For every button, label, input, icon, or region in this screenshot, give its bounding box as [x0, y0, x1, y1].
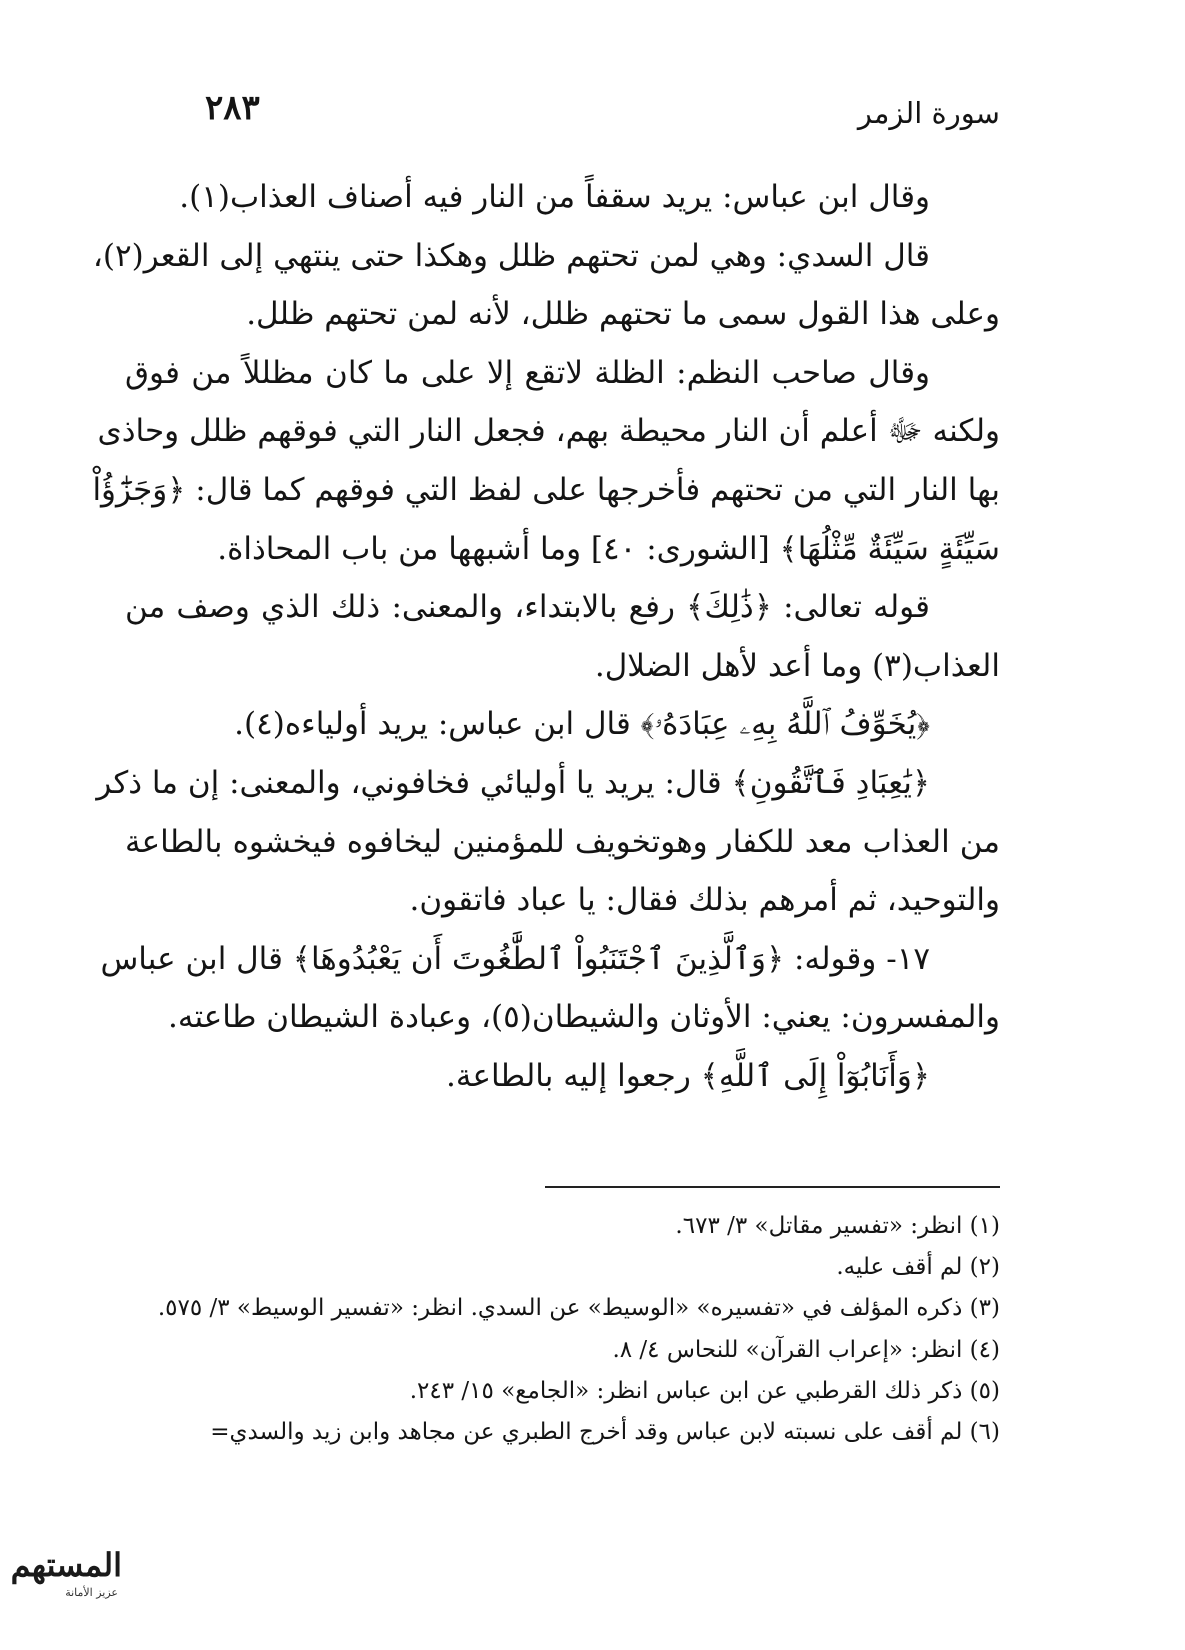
page-header: [205, 88, 1000, 138]
text-line: والتوحيد، ثم أمرهم بذلك فقال: يا عباد فاتقون.: [409, 882, 1000, 919]
text-line: ﴿يَٰعِبَادِ فَٱتَّقُونِ﴾ قال: يريد يا أوليائي فخافوني، والمعنى: إن ما ذكر: [96, 764, 930, 801]
text-line: قوله تعالى: ﴿ذَٰلِكَ﴾ رفع بالابتداء، والمعنى: ذلك الذي وصف من: [125, 589, 930, 626]
footnote: (٤) انظر: «إعراب القرآن» للنحاس ٤/ ٨.: [612, 1336, 1000, 1363]
surah-title: سورة الزمر: [857, 96, 1000, 130]
text-line: وقال صاحب النظم: الظلة لاتقع إلا على ما كان مظللاً من فوق: [125, 354, 930, 391]
library-stamp-logo: [8, 1542, 128, 1608]
footnote-separator: [545, 1186, 1000, 1188]
footnote: (١) انظر: «تفسير مقاتل» ٣/ ٦٧٣.: [675, 1213, 1000, 1239]
text-line: وقال ابن عباس: يريد سقفاً من النار فيه أصناف العذاب(١).: [179, 179, 930, 215]
footnote: (٣) ذكره المؤلف في «تفسيره» «الوسيط» عن السدي. انظر: «تفسير الوسيط» ٣/ ٥٧٥.: [157, 1295, 1000, 1322]
text-line: والمفسرون: يعني: الأوثان والشيطان(٥)، وعبادة الشيطان طاعته.: [167, 999, 1000, 1036]
text-line: ﴿وَأَنَابُوٓاْ إِلَى ٱللَّهِ﴾ رجعوا إليه بالطاعة.: [445, 1057, 930, 1094]
footnote: (٢) لم أقف عليه.: [836, 1254, 1000, 1281]
page-number: ٢٨٣: [205, 88, 260, 128]
text-line: بها النار التي من تحتهم فأخرجها على لفظ التي فوقهم كما قال: ﴿وَجَزَٰٓؤُاْ: [92, 471, 1000, 508]
text-line: سَيِّئَةٍ سَيِّئَةٌ مِّثْلُهَا﴾ [الشورى: ٤٠] وما أشبهها من باب المحاذاة.: [217, 530, 1000, 567]
stamp-sub-text: عزيز الأمانة: [65, 1586, 118, 1599]
text-line: وعلى هذا القول سمى ما تحتهم ظلل، لأنه لمن تحتهم ظلل.: [246, 296, 1000, 333]
footnote: (٥) ذكر ذلك القرطبي عن ابن عباس انظر: «الجامع» ١٥/ ٢٤٣.: [409, 1377, 1000, 1404]
text-line: قال السدي: وهي لمن تحتهم ظلل وهكذا حتى ينتهي إلى القعر(٢)،: [92, 237, 930, 274]
text-line: ١٧- وقوله: ﴿وَٱلَّذِينَ ٱجْتَنَبُواْ ٱلطَّٰغُوتَ أَن يَعْبُدُوهَا﴾ قال ابن عباس: [100, 940, 930, 977]
text-line: ولكنه ﷻ أعلم أن النار محيطة بهم، فجعل النار التي فوقهم ظلل وحاذى: [97, 413, 1000, 450]
text-line: العذاب(٣) وما أعد لأهل الضلال.: [594, 647, 1000, 684]
text-line: من العذاب معد للكفار وهوتخويف للمؤمنين ليخافوه فيخشوه بالطاعة: [125, 823, 1000, 860]
footnotes: [125, 1206, 1000, 1453]
text-line: ﴿يُخَوِّفُ ٱللَّهُ بِهِۦ عِبَادَهُۥ﴾ قال ابن عباس: يريد أولياءه(٤).: [234, 706, 930, 743]
footnote: (٦) لم أقف على نسبته لابن عباس وقد أخرج الطبري عن مجاهد وابن زيد والسدي=: [210, 1418, 1000, 1445]
stamp-main-text: المستهم: [10, 1546, 122, 1584]
main-text: [92, 168, 1000, 1106]
